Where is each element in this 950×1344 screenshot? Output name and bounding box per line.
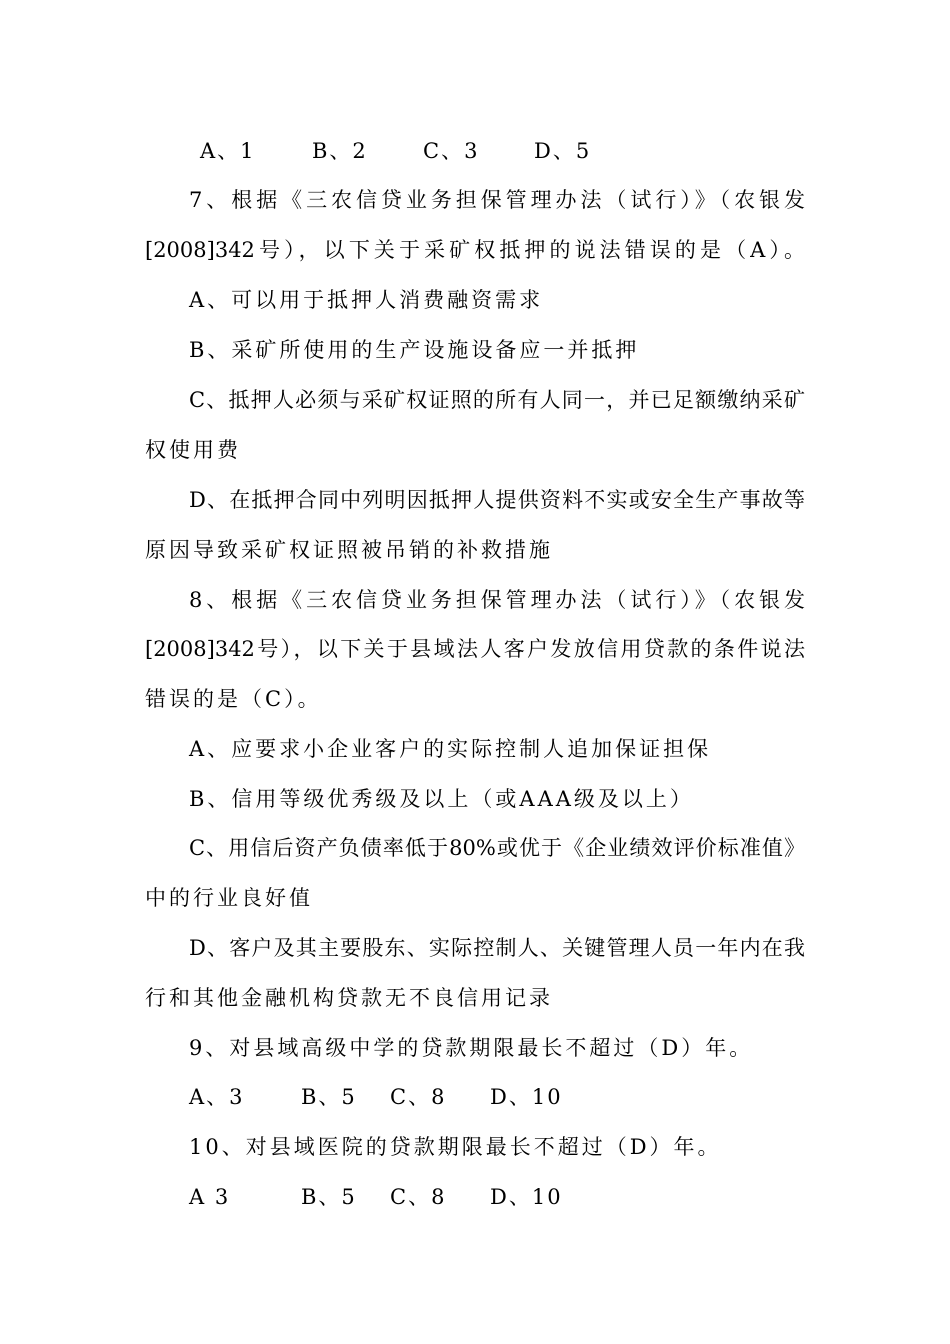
q9-option-c: C、8 — [390, 1085, 447, 1109]
q9-option-b: B、5 — [301, 1085, 357, 1109]
q8-option-a: A、应要求小企业客户的实际控制人追加保证担保 — [189, 737, 712, 761]
q6-option-c: C、3 — [423, 139, 480, 163]
q7-option-c-line2: 权使用费 — [145, 438, 241, 462]
q9-stem: 9、对县域高级中学的贷款期限最长不超过（D）年。 — [189, 1036, 754, 1060]
q8-option-d-line2: 行和其他金融机构贷款无不良信用记录 — [145, 986, 553, 1010]
q6-option-a: A、1 — [200, 139, 256, 163]
q6-option-b: B、2 — [312, 139, 368, 163]
q7-option-b: B、采矿所使用的生产设施设备应一并抵押 — [189, 338, 640, 362]
q7-stem-line2: [2008]342号），以下关于采矿权抵押的说法错误的是（A）。 — [145, 238, 805, 262]
q8-option-b: B、信用等级优秀级及以上（或AAA级及以上） — [189, 787, 694, 811]
q10-option-b: B、5 — [301, 1185, 357, 1209]
q7-option-d-line1: D、在抵押合同中列明因抵押人提供资料不实或安全生产事故等 — [189, 488, 805, 512]
q8-stem-line1: 8、根据《三农信贷业务担保管理办法（试行）》（农银发 — [189, 588, 805, 612]
q7-option-a: A、可以用于抵押人消费融资需求 — [189, 288, 544, 312]
q8-option-d-line1: D、客户及其主要股东、实际控制人、关键管理人员一年内在我 — [189, 936, 805, 960]
q8-stem-line3: 错误的是（C）。 — [145, 687, 322, 711]
q10-option-a: A 3 — [189, 1185, 231, 1209]
q7-stem-line1: 7、根据《三农信贷业务担保管理办法（试行）》（农银发 — [189, 188, 805, 212]
q6-option-d: D、5 — [534, 139, 592, 163]
q8-option-c-line2: 中的行业良好值 — [145, 886, 313, 910]
q8-stem-line2: [2008]342号），以下关于县域法人客户发放信用贷款的条件说法 — [145, 637, 805, 661]
q10-option-d: D、10 — [490, 1185, 563, 1209]
q7-option-c-line1: C、抵押人必须与采矿权证照的所有人同一，并已足额缴纳采矿 — [189, 388, 805, 412]
q9-option-d: D、10 — [490, 1085, 563, 1109]
q7-option-d-line2: 原因导致采矿权证照被吊销的补救措施 — [145, 538, 553, 562]
q9-option-a: A、3 — [189, 1085, 245, 1109]
q10-option-c: C、8 — [390, 1185, 447, 1209]
q10-stem: 10、对县域医院的贷款期限最长不超过（D）年。 — [189, 1135, 722, 1159]
q8-option-c-line1: C、用信后资产负债率低于80%或优于《企业绩效评价标准值》 — [189, 836, 805, 860]
